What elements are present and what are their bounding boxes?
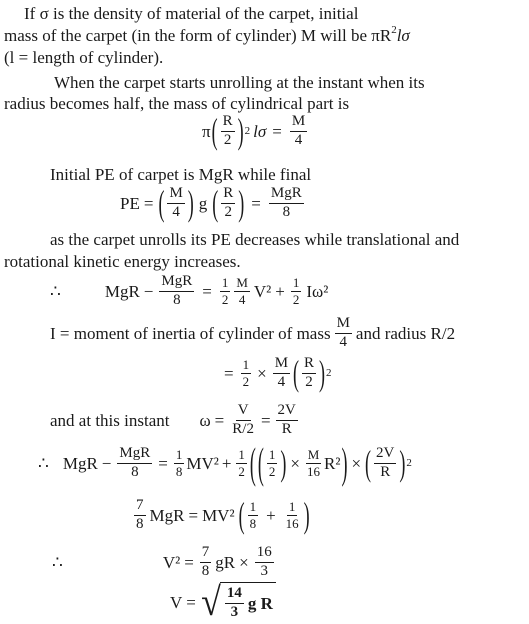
equation-mass: π ( R 2 ) 2 lσ = $\frac{M}{4}$ (202, 111, 306, 152)
equation-final-pe: PE = ( M 4 ) g ( R 2 ) = MgR 8 (120, 183, 302, 224)
text-line: as the carpet unrolls its PE decreases while translational and (50, 230, 460, 249)
equation-inertia: = $\frac{1}{2}$ × $\frac{M}{4}$ ( R 2 ) 2 (224, 353, 332, 394)
equation-omega: and at this instant ω = $\frac{V}{R/2}$ = $\frac{2V}{R}$ (50, 402, 296, 437)
equation-energy: ∴ MgR − MgR 8 = $\frac{1}{2}$ M 4 V² + $\frac{1}{2}$ Iω² (50, 273, 329, 308)
equation-substitution: ∴ MgR − MgR 8 = $\frac{1}{8}$ MV² + $\frac{1}{2}$ ( ( 1 2 ) × $\frac{M}{16}$ R² ) × ( 2V R ) 2 (38, 439, 412, 488)
text-line: If σ is the density of material of the carpet, initial (24, 4, 359, 23)
square-root: √ 14 3 g R (200, 582, 276, 622)
text-line: Initial PE of carpet is MgR while final (50, 165, 312, 184)
text-line: I = moment of inertia of cylinder of mass M 4 and radius R/2 (50, 315, 456, 350)
equation-final-velocity: V = √ 14 3 g R (170, 582, 276, 622)
equation-v-squared: ∴ V² = $\frac{7}{8}$ gR × $\frac{16}{3}$ (52, 544, 272, 579)
text-line: radius becomes half, the mass of cylindrical part is (4, 94, 350, 113)
text-line: (l = length of cylinder). (4, 48, 164, 67)
equation-simplified: 7 8 MgR = MV² ( 1 8 + $\frac{1}{16}$ ) (136, 495, 310, 536)
text-line: mass of the carpet (in the form of cylinder) M will be $\pi R^2l\sigma$ (4, 24, 410, 45)
text-line: rotational kinetic energy increases. (4, 252, 241, 271)
text-line: When the carpet starts unrolling at the instant when its (54, 73, 425, 92)
